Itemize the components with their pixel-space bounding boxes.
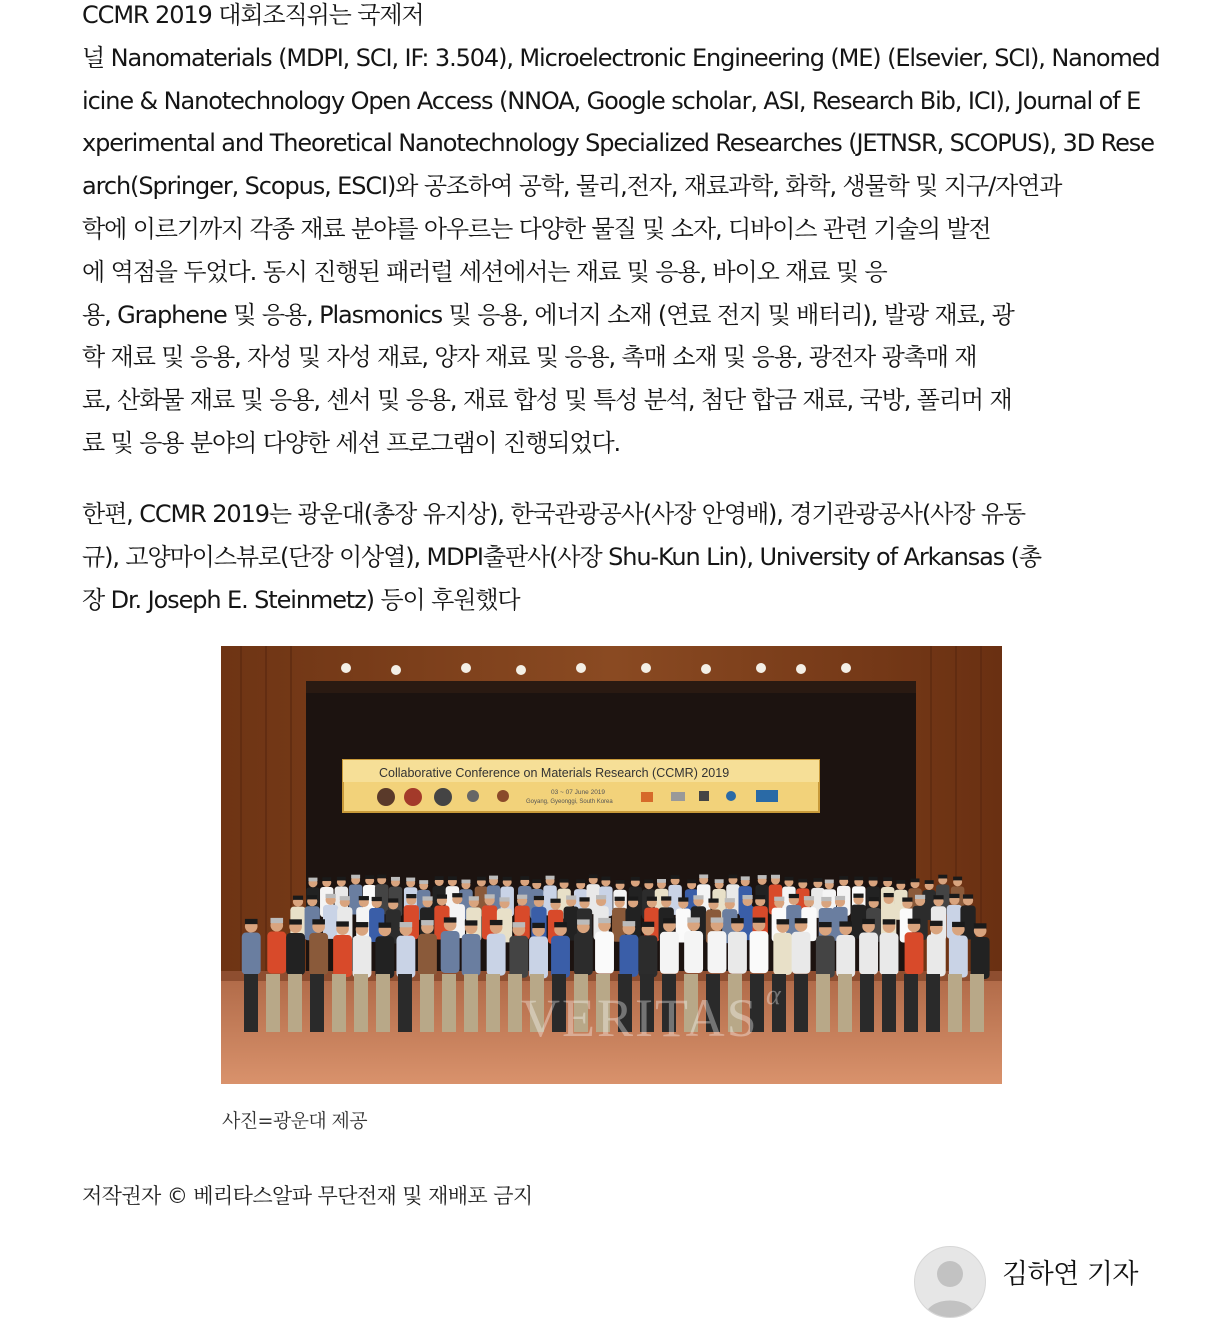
- banner-dates: 03 ~ 07 June 2019: [551, 789, 606, 796]
- copyright-notice: 저작권자 © 베리타스알파 무단전재 및 재배포 금지: [82, 1184, 533, 1208]
- text-line: 용, Graphene 및 응용, Plasmonics 및 응용, 에너지 소재 (연료 전지 및 배터리), 발광 재료, 광: [82, 300, 1014, 329]
- banner-title: Collaborative Conference on Materials Research (CCMR) 2019: [379, 766, 730, 780]
- text-line: 료, 산화물 재료 및 응용, 센서 및 응용, 재료 합성 및 특성 분석, 첨단 합금 재료, 국방, 폴리머 재: [82, 386, 1012, 415]
- banner-location: Goyang, Gyeonggi, South Korea: [526, 799, 613, 805]
- text-line: icine & Nanotechnology Open Access (NNOA, Google scholar, ASI, Research Bib, ICI), Journal of E: [82, 86, 1141, 115]
- group-photo: [221, 646, 1002, 1084]
- watermark: VERITAS: [521, 988, 759, 1048]
- text-line: xperimental and Theoretical Nanotechnology Specialized Researches (JETNSR, SCOPUS), 3D Rese: [82, 129, 1154, 158]
- text-line: CCMR 2019 대회조직위는 국제저: [82, 1, 424, 29]
- text-line: 학에 이르기까지 각종 재료 분야를 아우르는 다양한 물질 및 소자, 디바이스 관련 기술의 발전: [82, 214, 991, 243]
- text-line: 에 역점을 두었다. 동시 진행된 패러럴 세션에서는 재료 및 응용, 바이오 재료 및 응: [82, 257, 887, 286]
- text-line: 장 Dr. Joseph E. Steinmetz) 등이 후원했다: [82, 585, 520, 614]
- text-line: 널 Nanomaterials (MDPI, SCI, IF: 3.504), Microelectronic Engineering (ME) (Elsevier, SCI), Nanomed: [82, 43, 1160, 72]
- text-line: 한편, CCMR 2019는 광운대(총장 유지상), 한국관광공사(사장 안영배), 경기관광공사(사장 유동: [82, 500, 1025, 528]
- text-line: arch(Springer, Scopus, ESCI)와 공조하여 공학, 물리,전자, 재료과학, 화학, 생물학 및 지구/자연과: [82, 172, 1062, 201]
- author-byline[interactable]: [914, 1246, 1174, 1318]
- article-paragraph-1: [82, 0, 1160, 465]
- article-paragraph-2: [82, 493, 1041, 621]
- author-name: 김하연 기자: [1002, 1259, 1138, 1290]
- user-avatar-icon: [914, 1246, 986, 1318]
- text-line: 료 및 응용 분야의 다양한 세션 프로그램이 진행되었다.: [82, 428, 621, 457]
- photo-caption: 사진=광운대 제공: [222, 1110, 368, 1132]
- text-line: 학 재료 및 응용, 자성 및 자성 재료, 양자 재료 및 응용, 촉매 소재 및 응용, 광전자 광촉매 재: [82, 343, 977, 372]
- text-line: 규), 고양마이스뷰로(단장 이상열), MDPI출판사(사장 Shu-Kun Lin), University of Arkansas (총: [82, 542, 1041, 571]
- article-photo[interactable]: [221, 646, 1002, 1084]
- watermark-symbol: α: [766, 980, 781, 1011]
